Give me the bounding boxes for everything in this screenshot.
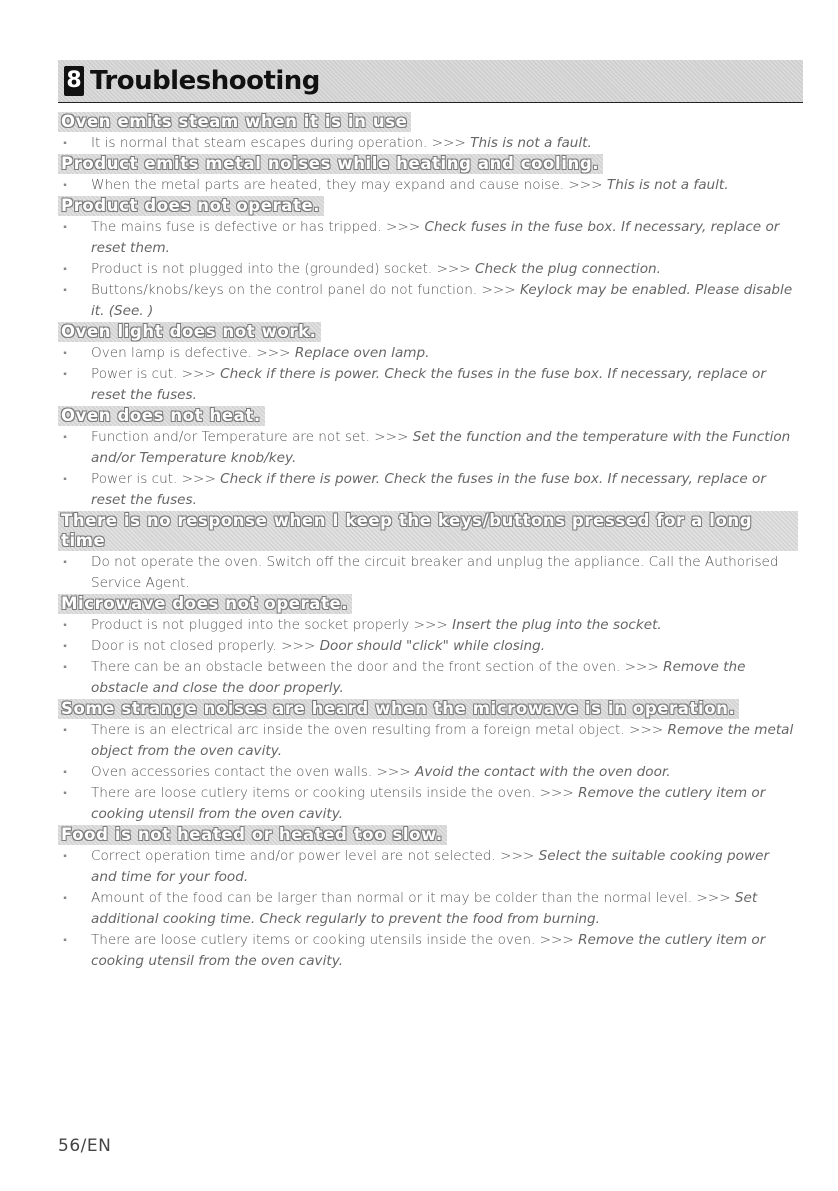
- troubleshooting-section: [58, 406, 798, 511]
- remedy-text: Insert the plug into the socket.: [452, 617, 662, 633]
- list-item: [58, 469, 798, 511]
- bullet-icon: ▪: [63, 620, 67, 631]
- remedy-text: Remove the metal object from the oven cavity.: [91, 722, 794, 759]
- troubleshooting-section: [58, 322, 798, 406]
- section-heading: Product emits metal noises while heating and cooling.: [58, 154, 603, 174]
- remedy-text: Remove the obstacle and close the door properly.: [91, 659, 746, 696]
- remedy-text: Door should "click" while closing.: [319, 638, 546, 654]
- section-heading: Product does not operate.: [58, 196, 324, 216]
- section-heading: There is no response when I keep the keys/buttons pressed for a long time: [58, 511, 798, 551]
- chapter-number-badge: 8: [64, 66, 84, 96]
- list-item: [58, 930, 798, 972]
- list-item: [58, 175, 798, 196]
- remedy-text: This is not a fault.: [470, 135, 592, 151]
- remedy-text: Check the plug connection.: [475, 261, 661, 277]
- cause-text: There is an electrical arc inside the oven resulting from a foreign metal object.: [91, 722, 625, 738]
- troubleshooting-section: [58, 825, 798, 972]
- bullet-icon: ▪: [63, 893, 67, 904]
- remedy-text: Check if there is power. Check the fuses in the fuse box. If necessary, replace or reset the fuses.: [91, 471, 766, 508]
- section-heading: Microwave does not operate.: [58, 594, 352, 614]
- remedy-separator: >>>: [481, 282, 516, 298]
- remedy-separator: >>>: [181, 471, 216, 487]
- remedy-text: Set the function and the temperature with the Function and/or Temperature knob/key.: [91, 429, 791, 466]
- remedy-separator: >>>: [436, 261, 471, 277]
- bullet-icon: ▪: [63, 788, 67, 799]
- list-item: [58, 343, 798, 364]
- remedy-text: Set additional cooking time. Check regularly to prevent the food from burning.: [91, 890, 758, 927]
- bullet-icon: ▪: [63, 662, 67, 673]
- remedy-separator: >>>: [500, 848, 535, 864]
- bullet-icon: ▪: [63, 432, 67, 443]
- remedy-separator: >>>: [256, 345, 291, 361]
- page-number: 56/EN: [58, 1136, 112, 1156]
- remedy-separator: >>>: [181, 366, 216, 382]
- bullet-icon: ▪: [63, 725, 67, 736]
- bullet-icon: ▪: [63, 369, 67, 380]
- remedy-separator: >>>: [376, 764, 411, 780]
- troubleshooting-section: [58, 594, 798, 699]
- list-item: [58, 427, 798, 469]
- cause-text: Do not operate the oven. Switch off the circuit breaker and unplug the appliance. Call the Authorised Service Agent.: [91, 554, 779, 591]
- cause-text: Buttons/knobs/keys on the control panel do not function.: [91, 282, 478, 298]
- list-item: [58, 217, 798, 259]
- remedy-text: Check fuses in the fuse box. If necessary, replace or reset them.: [91, 219, 780, 256]
- remedy-separator: >>>: [413, 617, 448, 633]
- troubleshooting-section: [58, 699, 798, 825]
- cause-text: When the metal parts are heated, they may expand and cause noise.: [91, 177, 565, 193]
- cause-text: Oven lamp is defective.: [91, 345, 252, 361]
- remedy-text: Replace oven lamp.: [294, 345, 430, 361]
- bullet-icon: ▪: [63, 138, 67, 149]
- cause-text: Product is not plugged into the socket properly: [91, 617, 410, 633]
- remedy-separator: >>>: [624, 659, 659, 675]
- remedy-text: This is not a fault.: [606, 177, 729, 193]
- remedy-separator: >>>: [629, 722, 664, 738]
- bullet-icon: ▪: [63, 935, 67, 946]
- cause-text: There can be an obstacle between the door and the front section of the oven.: [91, 659, 621, 675]
- cause-text: There are loose cutlery items or cooking utensils inside the oven.: [91, 785, 536, 801]
- troubleshooting-section: [58, 511, 798, 594]
- list-item: [58, 280, 798, 322]
- list-item: [58, 846, 798, 888]
- troubleshooting-section: [58, 154, 798, 196]
- remedy-text: Check if there is power. Check the fuses in the fuse box. If necessary, replace or reset the fuses.: [91, 366, 766, 403]
- remedy-separator: >>>: [281, 638, 316, 654]
- cause-text: Power is cut.: [91, 366, 178, 382]
- remedy-separator: >>>: [568, 177, 603, 193]
- bullet-icon: ▪: [63, 851, 67, 862]
- bullet-icon: ▪: [63, 767, 67, 778]
- list-item: [58, 636, 798, 657]
- remedy-text: Select the suitable cooking power and time for your food.: [91, 848, 770, 885]
- remedy-text: Remove the cutlery item or cooking utensil from the oven cavity.: [91, 932, 766, 969]
- remedy-separator: >>>: [539, 932, 574, 948]
- chapter-header: [58, 60, 803, 103]
- cause-text: Product is not plugged into the (grounded) socket.: [91, 261, 433, 277]
- list-item: [58, 783, 798, 825]
- cause-text: Correct operation time and/or power level are not selected.: [91, 848, 496, 864]
- list-item: [58, 762, 798, 783]
- remedy-separator: >>>: [539, 785, 574, 801]
- cause-text: Door is not closed properly.: [91, 638, 277, 654]
- troubleshooting-section: [58, 196, 798, 322]
- remedy-separator: >>>: [696, 890, 731, 906]
- cause-text: There are loose cutlery items or cooking utensils inside the oven.: [91, 932, 536, 948]
- list-item: [58, 364, 798, 406]
- cause-text: Power is cut.: [91, 471, 178, 487]
- remedy-text: Keylock may be enabled. Please disable it. (See. ): [91, 282, 793, 319]
- remedy-separator: >>>: [385, 219, 421, 235]
- chapter-title: Troubleshooting: [90, 66, 320, 96]
- troubleshooting-section: [58, 112, 798, 154]
- cause-text: The mains fuse is defective or has tripped.: [91, 219, 382, 235]
- bullet-icon: ▪: [63, 222, 67, 233]
- cause-text: Amount of the food can be larger than normal or it may be colder than the normal level.: [91, 890, 693, 906]
- bullet-icon: ▪: [63, 557, 67, 568]
- bullet-icon: ▪: [63, 285, 67, 296]
- section-heading: Oven emits steam when it is in use: [58, 112, 411, 132]
- remedy-text: Remove the cutlery item or cooking utensil from the oven cavity.: [91, 785, 766, 822]
- bullet-icon: ▪: [63, 641, 67, 652]
- bullet-icon: ▪: [63, 474, 67, 485]
- section-heading: Oven light does not work.: [58, 322, 321, 342]
- list-item: [58, 615, 798, 636]
- remedy-separator: >>>: [374, 429, 409, 445]
- remedy-text: Avoid the contact with the oven door.: [415, 764, 671, 780]
- list-item: [58, 133, 798, 154]
- cause-text: It is normal that steam escapes during operation.: [91, 135, 428, 151]
- cause-text: Oven accessories contact the oven walls.: [91, 764, 373, 780]
- list-item: [58, 720, 798, 762]
- list-item: [58, 657, 798, 699]
- bullet-icon: ▪: [63, 180, 67, 191]
- section-heading: Some strange noises are heard when the microwave is in operation.: [58, 699, 739, 719]
- troubleshooting-list: [58, 112, 798, 972]
- bullet-icon: ▪: [63, 348, 67, 359]
- section-heading: Food is not heated or heated too slow.: [58, 825, 447, 845]
- list-item: [58, 259, 798, 280]
- section-heading: Oven does not heat.: [58, 406, 265, 426]
- remedy-separator: >>>: [431, 135, 466, 151]
- list-item: [58, 888, 798, 930]
- cause-text: Function and/or Temperature are not set.: [91, 429, 370, 445]
- list-item: [58, 552, 798, 594]
- bullet-icon: ▪: [63, 264, 67, 275]
